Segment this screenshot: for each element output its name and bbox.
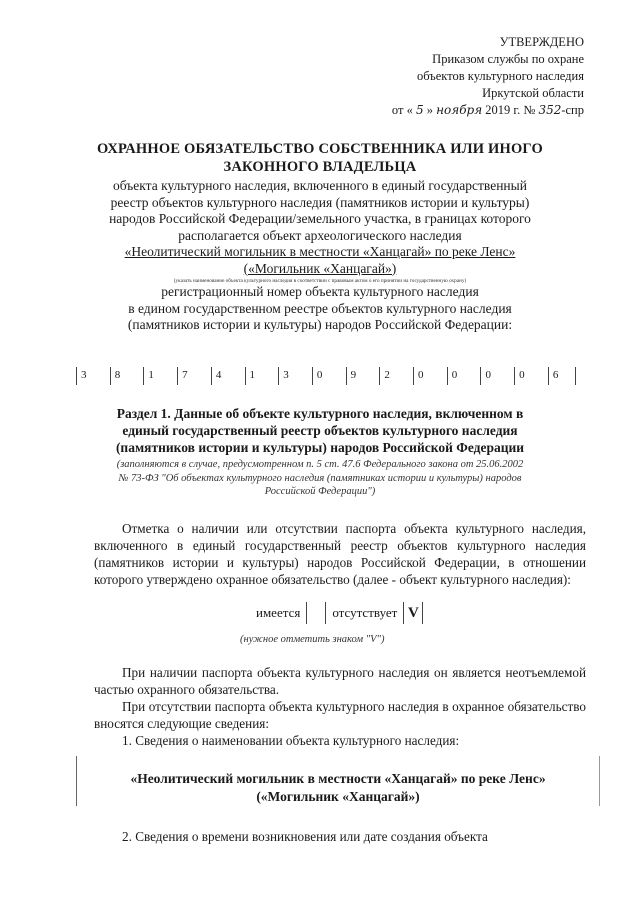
registration-number (76, 367, 576, 385)
object-name-caption: (указать наименование объекта культурного наследия в соответствии с правовым актом о его принятии на государственную охрану) (173, 278, 467, 284)
item-2-heading (94, 828, 586, 845)
approval-order: Приказом службы по охране (432, 52, 584, 66)
object-name-box-line-1: «Неолитический могильник в местности «Ханцагай» по реке Ленс» (130, 771, 546, 786)
registration-digit: 2 (379, 367, 407, 385)
registration-digit: 0 (480, 367, 508, 385)
subtitle-line-1: объекта культурного наследия, включенного в единый государственный (113, 178, 527, 193)
section-1-line-2: единый государственный реестр объектов культурного наследия (122, 423, 518, 438)
no-passport-label: отсутствует (332, 605, 398, 620)
paragraph-passport-absent-text: При отсутствии паспорта объекта культурного наследия в охранное обязательство вносятся следующие сведения: (94, 699, 586, 731)
registration-digit: 4 (211, 367, 239, 385)
date-day: 5 (415, 103, 424, 117)
paragraph-passport-present-text: При наличии паспорта объекта культурного наследия он является неотъемлемой частью охранного обязательства. (94, 665, 586, 697)
item-2-text: 2. Сведения о времени возникновения или дате создания объекта (122, 829, 488, 844)
date-mid: » (426, 103, 433, 117)
passport-paragraph (94, 520, 586, 588)
note-line-3: Российской Федерации") (264, 486, 376, 497)
date-month: ноября (436, 103, 483, 117)
object-name-line-1: «Неолитический могильник в местности «Ханцагай» по реке Ленс» (124, 244, 516, 259)
title-line-2: ЗАКОННОГО ВЛАДЕЛЬЦА (223, 159, 417, 175)
paragraph-passport-present (94, 664, 586, 698)
note-line-2: № 73-ФЗ "Об объектах культурного наследия (памятниках истории и культуры) народов (118, 472, 522, 484)
registration-digit: 6 (548, 367, 576, 385)
has-passport-label: имеется (256, 605, 301, 620)
registration-digit: 0 (447, 367, 475, 385)
passport-checkboxes (256, 602, 429, 624)
title-line-1: ОХРАННОЕ ОБЯЗАТЕЛЬСТВО СОБСТВЕННИКА ИЛИ ИНОГО (97, 141, 543, 157)
approval-region: Иркутской области (482, 86, 584, 100)
registration-digit: 9 (346, 367, 374, 385)
document-subtitle (60, 178, 580, 334)
section-1-line-1: Раздел 1. Данные об объекте культурного наследия, включенном в (116, 406, 524, 421)
section-1-note (60, 458, 580, 499)
registration-line-3: (памятников истории и культуры) народов Российской Федерации: (127, 317, 513, 332)
registration-line-2: в едином государственном реестре объектов культурного наследия (128, 300, 512, 316)
registration-digit: 0 (312, 367, 340, 385)
registration-digit: 1 (245, 367, 273, 385)
registration-line-1: регистрационный номер объекта культурного наследия (161, 284, 479, 299)
approval-service: объектов культурного наследия (417, 69, 584, 83)
object-name-box (76, 756, 600, 806)
note-line-1: (заполняются в случае, предусмотренном п. 5 ст. 47.6 Федерального закона от 25.06.2002 (116, 459, 524, 470)
paragraph-passport-absent (94, 698, 586, 732)
date-number: 352 (538, 103, 562, 117)
date-year: 2019 г. № (485, 103, 536, 117)
date-prefix: от « (391, 103, 413, 117)
object-name-box-text (77, 756, 599, 806)
registration-digit: 0 (514, 367, 542, 385)
item-1-text: 1. Сведения о наименовании объекта культурного наследия: (122, 733, 460, 748)
registration-digit: 3 (278, 367, 306, 385)
no-passport-checkbox[interactable]: V (403, 602, 423, 624)
registration-digit: 3 (76, 367, 104, 385)
registration-digit: 7 (177, 367, 205, 385)
subtitle-line-2: реестр объектов культурного наследия (памятников истории и культуры) (110, 194, 530, 210)
registration-digit: 1 (143, 367, 171, 385)
approval-heading: УТВЕРЖДЕНО (499, 35, 584, 49)
checkbox-note: (нужное отметить знаком "V") (240, 634, 385, 645)
approval-stamp (392, 34, 584, 119)
approval-date (392, 102, 584, 119)
section-1-line-3: (памятников истории и культуры) народов Российской Федерации (115, 440, 525, 455)
date-suffix: -спр (561, 103, 584, 117)
has-passport-checkbox[interactable] (306, 602, 326, 624)
object-name-line-2: («Могильник «Ханцагай») (243, 260, 397, 276)
item-1-heading (94, 732, 586, 749)
registration-digit: 8 (110, 367, 138, 385)
section-1-heading (60, 405, 580, 456)
registration-digit: 0 (413, 367, 441, 385)
passport-text: Отметка о наличии или отсутствии паспорта объекта культурного наследия, включенного в единый государственный реестр объектов культурного наследия (памятников истории и культуры) народов Российской Федерации, в отношении которого утверждено охранное обязательство (далее - объект культурного наследия): (94, 521, 586, 587)
object-name-box-line-2: («Могильник «Ханцагай») (256, 789, 420, 804)
document-title (60, 140, 580, 176)
subtitle-line-3: народов Российской Федерации/земельного участка, в границах которого (109, 211, 531, 226)
subtitle-line-4: располагается объект археологического наследия (178, 227, 462, 243)
